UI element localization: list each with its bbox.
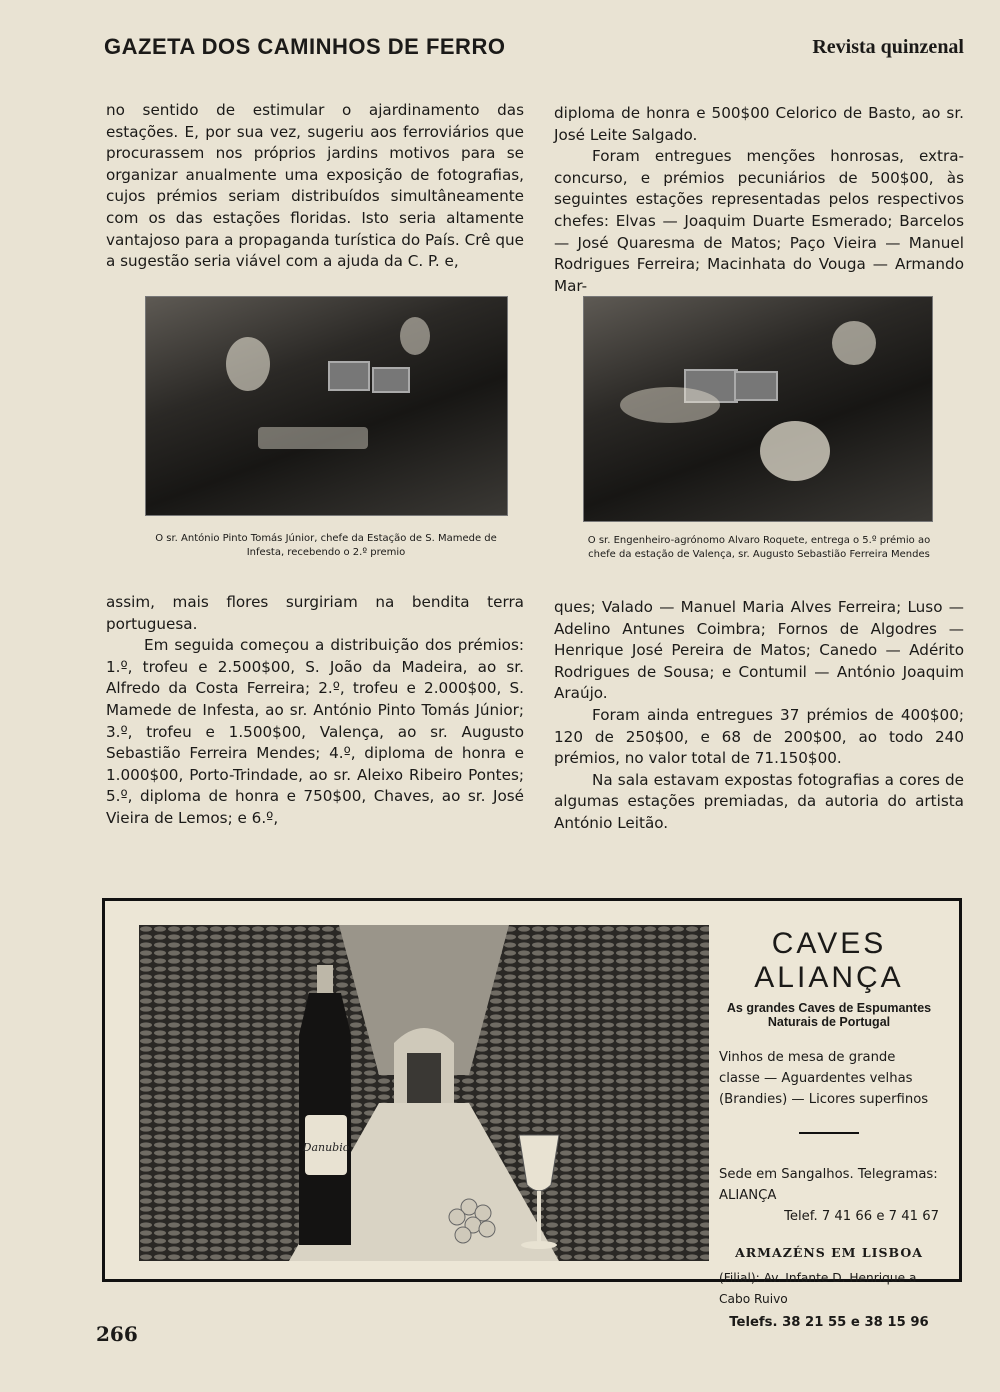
advertisement-caves-alianca (102, 898, 962, 1330)
paragraph: ques; Valado — Manuel Maria Alves Ferreira; Luso — Adelino Antunes Coimbra; Fornos de Algodres — Henrique José Pereira de Matos; Canedo — Adérito Rodrigues de Sousa; e Contumil — António Joaquim Araújo. (554, 598, 964, 703)
brand-tagline: As grandes Caves de Espumantes Naturais de Portugal (726, 1001, 932, 1029)
photo-caption-right: O sr. Engenheiro-agrónomo Alvaro Roquete, entrega o 5.º prémio ao chefe da estação de Valença, sr. Augusto Sebastião Ferreira Mendes (587, 535, 931, 560)
column-left-bottom (106, 592, 524, 830)
paragraph: assim, mais flores surgiriam na bendita terra portuguesa. (106, 593, 524, 633)
bottle-icon (299, 965, 351, 1245)
paragraph: Foram entregues menções honrosas, extra-concurso, e prémios pecuniários de 500$00, às seguintes estações representadas pelos respectivos chefes: Elvas — Joaquim Duarte Esmerado; Barcelos — José Quaresma de Matos; Paço Vieira — Manuel Rodrigues Ferreira; Macinhata do Vouga — Armando Mar- (554, 147, 964, 295)
telephone-line: Telef. 7 41 66 e 7 41 67 (784, 1209, 939, 1224)
column-left-top (106, 100, 524, 273)
headquarters-line: Sede em Sangalhos. Telegramas: ALIANÇA (719, 1167, 938, 1203)
column-right-top (554, 103, 964, 297)
cellar-drawing (139, 925, 709, 1261)
wine-cellar-illustration (139, 925, 709, 1261)
branch-address: (Filial): Av. Infante D. Henrique a Cabo Ruivo (719, 1271, 917, 1306)
photo-award-valenca (583, 296, 933, 522)
column-right-bottom (554, 597, 964, 835)
product-list: Vinhos de mesa de grande classe — Aguardentes velhas (Brandies) — Licores superfinos (719, 1050, 929, 1107)
bottle-label: Danubio (302, 1141, 350, 1154)
paragraph: Foram ainda entregues 37 prémios de 400$00; 120 de 250$00, e 68 de 200$00, ao todo 240 prémios, no valor total de 71.150$00. (554, 705, 964, 768)
photo-caption-left: O sr. António Pinto Tomás Júnior, chefe da Estação de S. Mamede de Infesta, recebendo o 2.º premio (155, 533, 497, 558)
branch-telephones: Telefs. 38 21 55 e 38 15 96 (729, 1315, 929, 1330)
publication-title: GAZETA DOS CAMINHOS DE FERRO (104, 34, 506, 59)
photo-award-sao-mamede (145, 296, 508, 516)
page-number: 266 (96, 1322, 138, 1346)
brand-name: CAVES ALIANÇA (754, 927, 904, 994)
ad-copy (719, 927, 939, 1333)
paragraph: Na sala estavam expostas fotografias a cores de algumas estações premiadas, da autoria do artista António Leitão. (554, 770, 964, 832)
running-header (104, 34, 964, 64)
divider-rule (799, 1132, 859, 1134)
paragraph: Em seguida começou a distribuição dos prémios: 1.º, trofeu e 2.500$00, S. João da Madeira, ao sr. Alfredo da Costa Ferreira; 2.º, trofeu e 2.000$00, S. Mamede de Infesta, ao sr. António Pinto Tomás Júnior; 3.º, trofeu e 1.500$00, Valença, ao sr. Augusto Sebastião Ferreira Mendes; 4.º, diploma de honra e 1.000$00, Porto-Trindade, ao sr. Aleixo Ribeiro Pontes; 5.º, diploma de honra e 750$00, Chaves, ao sr. José Vieira de Lemos; e 6.º, (106, 636, 524, 827)
section-label: Revista quinzenal (812, 36, 964, 58)
lisbon-warehouses: ARMAZÉNS EM LISBOA (735, 1245, 923, 1260)
paragraph: no sentido de estimular o ajardinamento das estações. E, por sua vez, sugeriu aos ferroviários que procurassem nos próprios jardins motivos para se organizar anualmente uma exposição de fotografias, cujos prémios seriam distribuídos simultâneamente com os das estações floridas. Isto seria altamente vantajoso para a propaganda turística do País. Crê que a sugestão seria viável com a ajuda da C. P. e, (106, 101, 524, 271)
paragraph: diploma de honra e 500$00 Celorico de Basto, ao sr. José Leite Salgado. (554, 104, 964, 144)
